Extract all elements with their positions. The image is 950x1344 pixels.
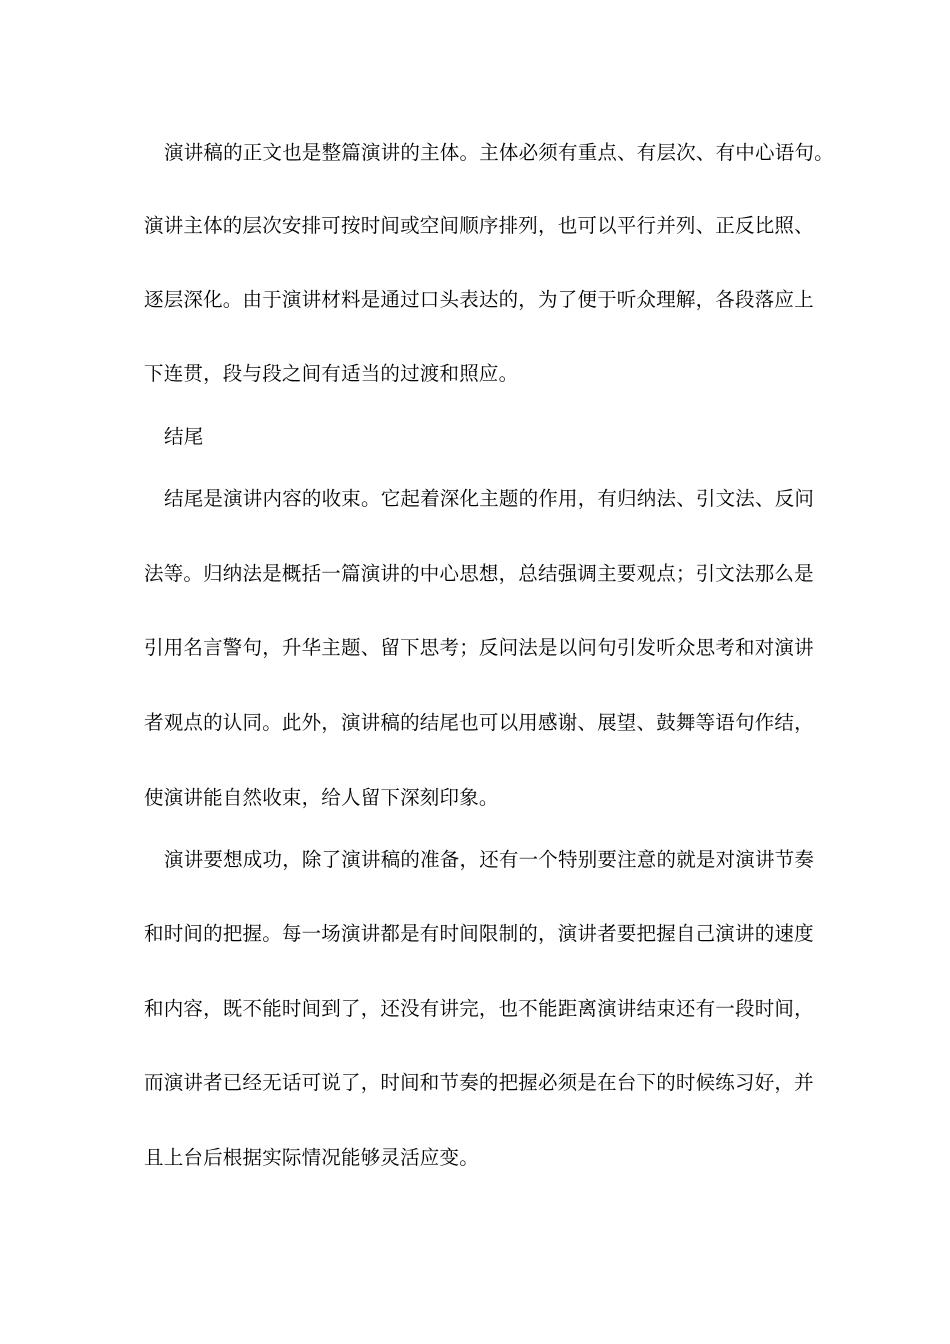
paragraph-timing-rhythm-line-1: 演讲要想成功，除了演讲稿的准备，还有一个特别要注意的就是对演讲节奏 [164,848,815,871]
paragraph-ending-methods-line-2: 法等。归纳法是概括一篇演讲的中心思想，总结强调主要观点；引文法那么是 [144,562,814,585]
paragraph-ending-methods-line-5: 使演讲能自然收束，给人留下深刻印象。 [144,786,499,809]
paragraph-timing-rhythm-line-2: 和时间的把握。每一场演讲都是有时间限制的，演讲者要把握自己演讲的速度 [144,922,814,945]
paragraph-timing-rhythm-line-5: 且上台后根据实际情况能够灵活应变。 [144,1146,479,1169]
paragraph-ending-methods-line-3: 引用名言警句，升华主题、留下思考；反问法是以问句引发听众思考和对演讲 [144,636,814,659]
paragraph-body-structure-line-4: 下连贯，段与段之间有适当的过渡和照应。 [144,362,519,385]
paragraph-ending-methods-line-1: 结尾是演讲内容的收束。它起着深化主题的作用，有归纳法、引文法、反问 [164,487,815,510]
paragraph-body-structure-line-3: 逐层深化。由于演讲材料是通过口头表达的，为了便于听众理解，各段落应上 [144,288,814,311]
section-heading-ending: 结尾 [164,425,204,448]
paragraph-body-structure-line-2: 演讲主体的层次安排可按时间或空间顺序排列，也可以平行并列、正反比照、 [144,214,814,237]
paragraph-body-structure-line-1: 演讲稿的正文也是整篇演讲的主体。主体必须有重点、有层次、有中心语句。 [164,141,834,164]
paragraph-ending-methods-line-4: 者观点的认同。此外，演讲稿的结尾也可以用感谢、展望、鼓舞等语句作结， [144,711,814,734]
paragraph-timing-rhythm-line-4: 而演讲者已经无话可说了，时间和节奏的把握必须是在台下的时候练习好，并 [144,1071,814,1094]
paragraph-timing-rhythm-line-3: 和内容，既不能时间到了，还没有讲完，也不能距离演讲结束还有一段时间， [144,997,814,1020]
